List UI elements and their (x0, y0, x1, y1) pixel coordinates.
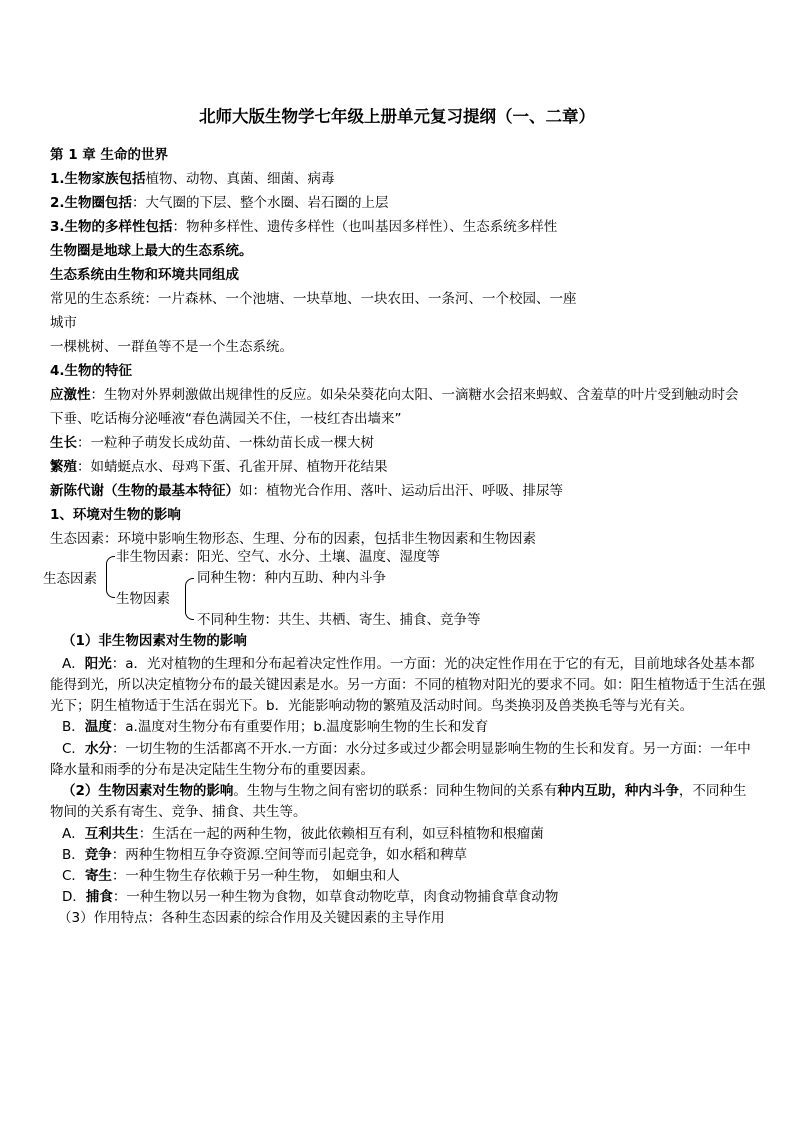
light-line-3: 光下；阴生植物适于生活在弱光下。b．光能影响动物的繁殖及活动时间。鸟类换羽及兽类换毛等与光有关。 (50, 698, 694, 714)
chapter-heading: 第 1 章 生命的世界 (50, 147, 168, 163)
water-line-2: 降水量和雨季的分布是决定陆生生物分布的重要因素。 (50, 762, 374, 778)
reproduction-lead: 繁殖 (50, 459, 77, 475)
mutualism-lead: 互利共生 (84, 826, 139, 842)
p1-text: 植物、动物、真菌、细菌、病毒 (145, 171, 335, 187)
water-lead: 水分 (84, 741, 112, 757)
paragraph-6-cont: 城市 (50, 315, 77, 331)
metabolism-text: 如：植物光合作用、落叶、运动后出汗、呼吸、排尿等 (239, 483, 563, 499)
parasitism-lead: 寄生 (84, 868, 112, 884)
predation-text: ：一种生物以另一种生物为食物，如草食动物吃草，肉食动物捕食草食动物 (112, 889, 559, 905)
water-text: ：一切生物的生活都离不开水.一方面：水分过多或过少都会明显影响生物的生长和发育。另一方面：一年中 (111, 741, 751, 757)
predation-prefix: D． (62, 889, 86, 905)
environment-heading: 1、环境对生物的影响 (50, 507, 181, 523)
p3-text: ：物种多样性、遗传多样性（也叫基因多样性）、生态系统多样性 (172, 219, 558, 235)
light-line-2: 能得到光，所以决定植物分布的最关键因素是水。另一方面：不同的植物对阳光的要求不同。如：阳生植物适于生活在强 (50, 677, 766, 693)
metabolism-lead: 新陈代谢（生物的最基本特征） (50, 483, 239, 499)
section-2-text: 。生物与生物之间有密切的联系：同种生物间的关系有 (233, 783, 558, 799)
section-2-line (62, 781, 746, 801)
document-title: 北师大版生物学七年级上册单元复习提纲（一、二章） (199, 107, 595, 126)
section-2-bold: 种内互助，种内斗争 (557, 783, 679, 799)
water-prefix: C． (62, 741, 85, 757)
mutualism-prefix: A． (62, 826, 85, 842)
growth-lead: 生长 (50, 435, 77, 451)
temperature-lead: 温度 (84, 719, 112, 735)
light-line (62, 654, 755, 674)
paragraph-8: 4.生物的特征 (50, 363, 133, 379)
section-2-text-b: ，不同种生 (678, 783, 747, 799)
stimulus-line (50, 385, 739, 405)
predation-line (62, 887, 558, 907)
paragraph-1 (50, 169, 335, 189)
predation-lead: 捕食 (85, 889, 113, 905)
tree-brace-1 (106, 556, 115, 598)
metabolism-line (50, 481, 563, 501)
stimulus-line-2: 下垂、吃话梅分泌唾液“春色满园关不住，一枝红杏出墙来” (50, 411, 402, 427)
competition-lead: 竞争 (84, 847, 112, 863)
mutualism-text: ：生活在一起的两种生物，彼此依赖相互有利，如豆科植物和根瘤菌 (138, 826, 544, 842)
mutualism-line (62, 824, 544, 844)
tree-brace-2 (185, 578, 194, 620)
water-line (62, 739, 751, 759)
section-2-lead: （2）生物因素对生物的影响 (62, 783, 234, 799)
parasitism-prefix: C． (62, 868, 85, 884)
section-3-line: （3）作用特点：各种生态因素的综合作用及关键因素的主导作用 (58, 910, 445, 926)
section-2-line-2: 物间的关系有寄生、竞争、捕食、共生等。 (50, 804, 307, 820)
reproduction-line (50, 457, 388, 477)
paragraph-3 (50, 217, 557, 237)
tree-biotic: 生物因素 (116, 591, 170, 607)
tree-diff-species: 不同种生物：共生、共栖、寄生、捕食、竞争等 (197, 612, 481, 628)
paragraph-6: 常见的生态系统：一片森林、一个池塘、一块草地、一块农田、一条河、一个校园、一座 (50, 291, 577, 307)
competition-prefix: B． (62, 847, 85, 863)
paragraph-4: 生物圈是地球上最大的生态系统。 (50, 243, 253, 259)
competition-line (62, 845, 467, 865)
light-lead: 阳光 (84, 656, 112, 672)
temperature-text: ：a.温度对生物分布有重要作用；b.温度影响生物的生长和发育 (111, 719, 489, 735)
parasitism-text: ：一种生物生存依赖于另一种生物， 如蛔虫和人 (111, 868, 400, 884)
paragraph-5: 生态系统由生物和环境共同组成 (50, 267, 239, 283)
parasitism-line (62, 866, 400, 886)
tree-same-species: 同种生物：种内互助、种内斗争 (197, 570, 386, 586)
stimulus-text: ：生物对外界刺激做出规律性的反应。如朵朵葵花向太阳、一滴糖水会招来蚂蚁、含羞草的叶片受到触动时会 (90, 387, 739, 403)
p3-lead: 3.生物的多样性包括 (50, 219, 173, 235)
light-text: ：a．光对植物的生理和分布起着决定性作用。一方面：光的决定性作用在于它的有无，目前地球各处基本都 (111, 656, 755, 672)
p2-text: ：大气圈的下层、整个水圈、岩石圈的上层 (132, 195, 389, 211)
paragraph-2 (50, 193, 389, 213)
stimulus-lead: 应激性 (50, 387, 91, 403)
section-1-heading: （1）非生物因素对生物的影响 (62, 633, 247, 649)
tree-abiotic: 非生物因素：阳光、空气、水分、土壤、温度、湿度等 (116, 549, 440, 565)
p1-lead: 1.生物家族包括 (50, 171, 146, 187)
reproduction-text: ：如蜻蜓点水、母鸡下蛋、孔雀开屏、植物开花结果 (77, 459, 388, 475)
temperature-prefix: B． (62, 719, 85, 735)
growth-text: ：一粒种子萌发长成幼苗、一株幼苗长成一棵大树 (77, 435, 374, 451)
p2-lead: 2.生物圈包括 (50, 195, 133, 211)
temperature-line (62, 717, 488, 737)
competition-text: ：两种生物相互争夺资源.空间等而引起竞争，如水稻和稗草 (111, 847, 468, 863)
growth-line (50, 433, 374, 453)
eco-factor-definition: 生态因素：环境中影响生物形态、生理、分布的因素，包括非生物因素和生物因素 (50, 531, 536, 547)
light-prefix: A． (62, 656, 85, 672)
tree-root: 生态因素 (43, 571, 97, 587)
paragraph-7: 一棵桃树、一群鱼等不是一个生态系统。 (50, 339, 293, 355)
